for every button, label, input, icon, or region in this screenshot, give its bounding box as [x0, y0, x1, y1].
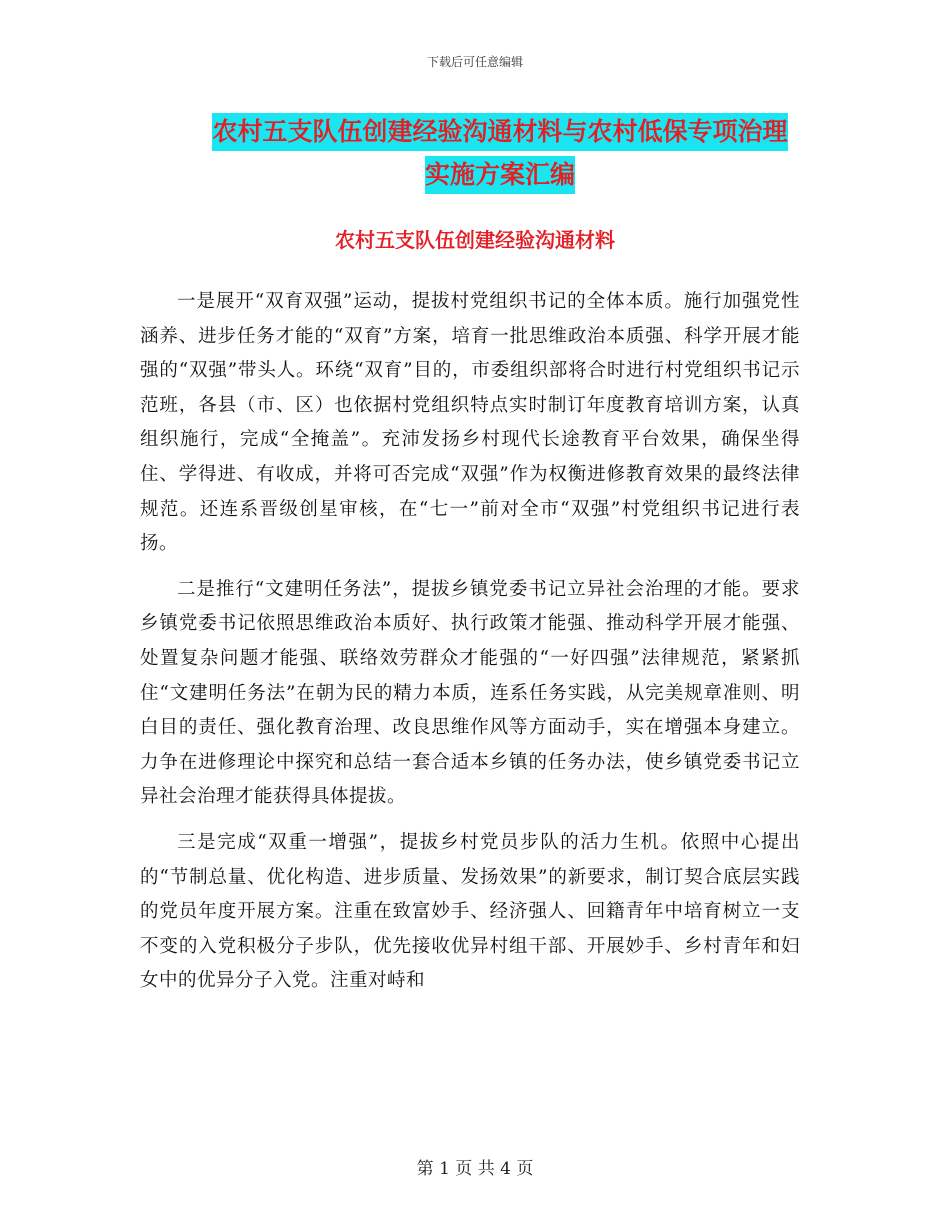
paragraph-1: 一是展开“双育双强”运动，提拔村党组织书记的全体本质。施行加强党性涵养、进步任务才能的“双育”方案，培育一批思维政治本质强、科学开展才能强的“双强”带头人。环绕“双育”目的，市委组织部将合时进行村党组织书记示范班，各县（市、区）也依据村党组织特点实时制订年度教育培训方案，认真组织施行，完成“全掩盖”。充沛发扬乡村现代长途教育平台效果，确保坐得住、学得进、有收成，并将可否完成“双强”作为权衡进修教育效果的最终法律规范。还连系晋级创星审核，在“七一”前对全市“双强”村党组织书记进行表扬。 — [140, 291, 800, 555]
header-note: 下载后可任意编辑 — [426, 55, 523, 69]
document-title-line-2: 实施方案汇编 — [425, 156, 575, 194]
body-text — [140, 285, 800, 1010]
document-title-line-1: 农村五支队伍创建经验沟通材料与农村低保专项治理 — [212, 113, 787, 151]
paragraph-3: 三是完成“双重一增强”，提拔乡村党员步队的活力生机。依照中心提出的“节制总量、优化构造、进步质量、发扬效果”的新要求，制订契合底层实践的党员年度开展方案。注重在致富妙手、经济强人、回籍青年中培育树立一支不变的入党积极分子步队，优先接收优异村组干部、开展妙手、乡村青年和妇女中的优异分子入党。注重对峙和 — [140, 831, 800, 992]
page-number-footer: 第 1 页 共 4 页 — [416, 1159, 534, 1179]
section-title: 农村五支队伍创建经验沟通材料 — [335, 228, 615, 252]
paragraph-2: 二是推行“文建明任务法”，提拔乡镇党委书记立异社会治理的才能。要求乡镇党委书记依照思维政治本质好、执行政策才能强、推动科学开展才能强、处置复杂问题才能强、联络效劳群众才能强的“一好四强”法律规范，紧紧抓住“文建明任务法”在朝为民的精力本质，连系任务实践，从完美规章准则、明白目的责任、强化教育治理、改良思维作风等方面动手，实在增强本身建立。力争在进修理论中探究和总结一套合适本乡镇的任务办法，使乡镇党委书记立异社会治理才能获得具体提拔。 — [140, 578, 800, 808]
document-title — [150, 110, 850, 196]
